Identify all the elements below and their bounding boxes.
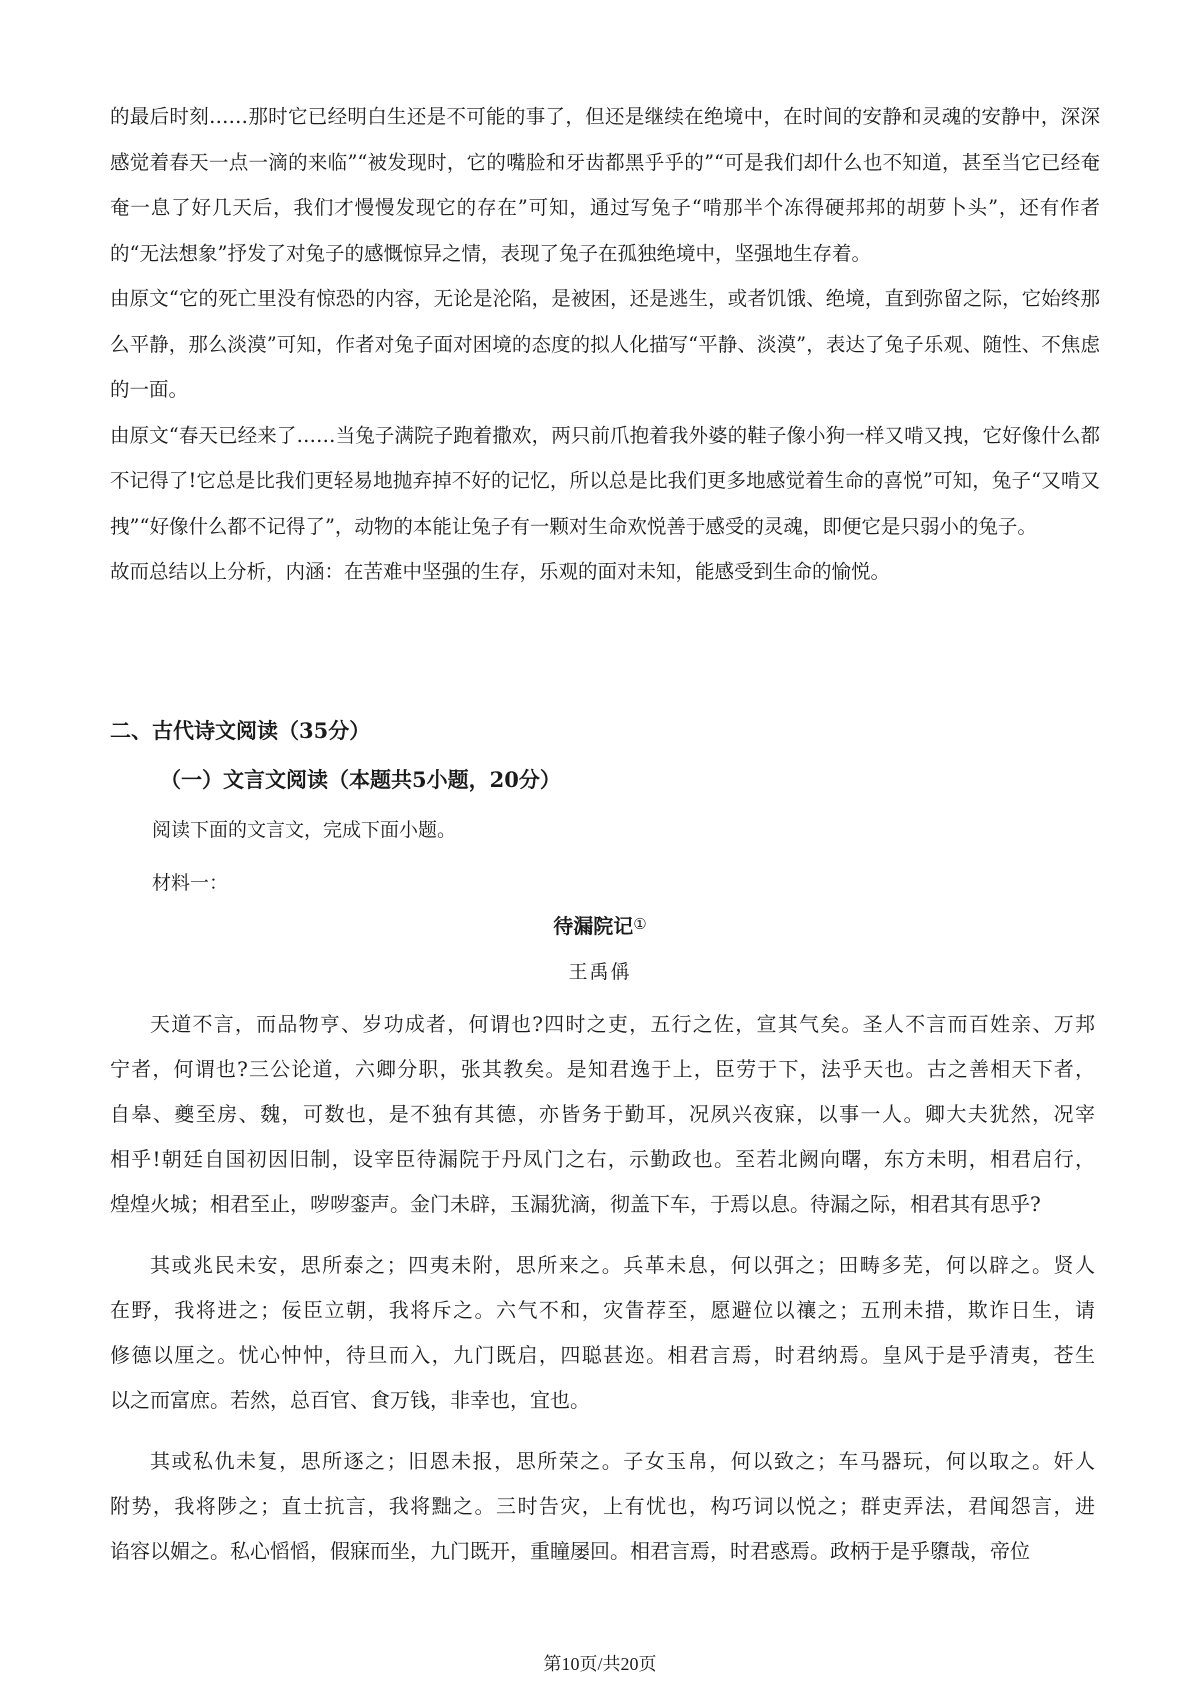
answer-paragraph: 故而总结以上分析，内涵：在苦难中坚强的生存，乐观的面对未知，能感受到生命的愉悦。 [110,560,891,583]
classical-line: 天道不言，而品物亨、岁功成者，何谓也?四时之吏，五行之佐，宣其气矣。圣人不言而百姓亲、万邦 [150,1012,1095,1036]
answer-analysis [110,94,1100,595]
classical-line: 其或兆民未安，思所泰之；四夷未附，思所来之。兵革未息，何以弭之；田畴多芜，何以辟之。贤人 [150,1253,1095,1277]
classical-text [110,1002,1095,1582]
text-title-main: 待漏院记 [553,914,634,938]
classical-line: 附势，我将陟之；直士抗言，我将黜之。三时告灾，上有忧也，构巧词以悦之；群吏弄法，君闻怨言，进 [110,1494,1095,1518]
text-title [0,910,1200,939]
classical-line: 煌煌火城；相君至止，哕哕銮声。金门未辟，玉漏犹滴，彻盖下车，于焉以息。待漏之际，相君其有思乎? [110,1192,1041,1216]
answer-paragraph: 由原文“春天已经来了……当兔子满院子跑着撒欢，两只前爪抱着我外婆的鞋子像小狗一样又啃又拽，它好像什么都不记得了!它总是比我们更轻易地抛弃掉不好的记忆，所以总是比我们更多地感觉着生命的喜悦”可知，兔子“又啃又拽”“好像什么都不记得了”，动物的本能让兔子有一颗对生命欢悦善于感受的灵魂，即便它是只弱小的兔子。 [110,423,1100,538]
classical-line: 谄容以媚之。私心慆慆，假寐而坐，九门既开，重瞳屡回。相君言焉，时君惑焉。政柄于是乎隳哉，帝位 [110,1539,1030,1563]
classical-line: 在野，我将进之；佞臣立朝，我将斥之。六气不和，灾眚荐至，愿避位以禳之；五刑未措，欺诈日生，请 [110,1298,1095,1322]
classical-line: 以之而富庶。若然，总百官、食万钱，非幸也，宜也。 [110,1388,590,1412]
classical-line: 其或私仇未复，思所逐之；旧恩未报，思所荣之。子女玉帛，何以致之；车马器玩，何以取之。奸人 [150,1449,1095,1473]
answer-paragraph: 的最后时刻……那时它已经明白生还是不可能的事了，但还是继续在绝境中，在时间的安静和灵魂的安静中，深深感觉着春天一点一滴的来临”“被发现时，它的嘴脸和牙齿都黑乎乎的”“可是我们却什么也不知道，甚至当它已经奄奄一息了好几天后，我们才慢慢发现它的存在”可知，通过写兔子“啃那半个冻得硬邦邦的胡萝卜头”，还有作者的“无法想象”抒发了对兔子的感慨惊异之情，表现了兔子在孤独绝境中，坚强地生存着。 [110,105,1100,265]
material-label: 材料一： [152,872,229,894]
subsection-heading: （一）文言文阅读（本题共5小题，20分） [160,767,561,792]
page-footer: 第10页/共20页 [543,1654,657,1674]
section-heading: 二、古代诗文阅读（35分） [110,718,371,743]
classical-line: 自皋、夔至房、魏，可数也，是不独有其德，亦皆务于勤耳，况夙兴夜寐，以事一人。卿大夫犹然，况宰 [110,1102,1095,1126]
answer-paragraph: 由原文“它的死亡里没有惊恐的内容，无论是沦陷，是被困，还是逃生，或者饥饿、绝境，直到弥留之际，它始终那么平静，那么淡漠”可知，作者对兔子面对困境的态度的拟人化描写“平静、淡漠”，表达了兔子乐观、随性、不焦虑的一面。 [110,287,1100,401]
instruction-text: 阅读下面的文言文，完成下面小题。 [152,819,457,841]
footnote-marker: ① [633,915,647,933]
classical-line: 修德以厘之。忧心忡忡，待旦而入，九门既启，四聪甚迩。相君言焉，时君纳焉。皇风于是乎清夷，苍生 [110,1343,1095,1367]
classical-line: 宁者，何谓也?三公论道，六卿分职，张其教矣。是知君逸于上，臣劳于下，法乎天也。古之善相天下者， [110,1057,1095,1081]
classical-line: 相乎!朝廷自国初因旧制，设宰臣待漏院于丹凤门之右，示勤政也。至若北阙向曙，东方未明，相君启行， [110,1147,1095,1171]
author-name: 王禹偁 [568,961,632,983]
